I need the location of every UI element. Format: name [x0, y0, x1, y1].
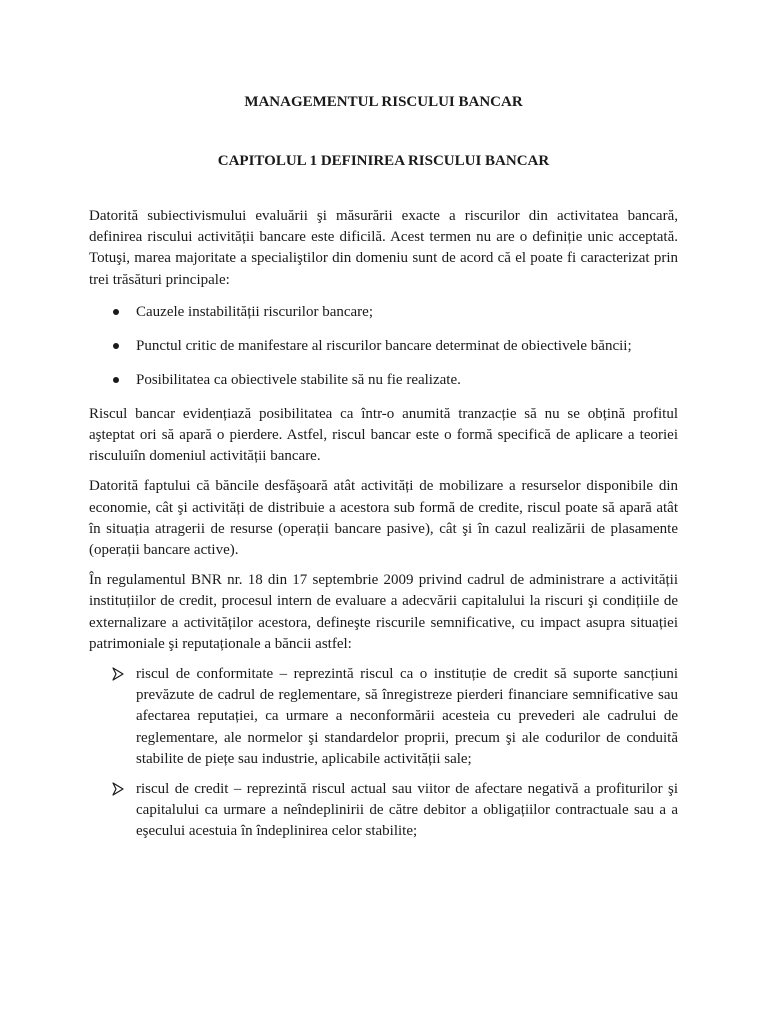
arrow-bullet-icon	[111, 782, 125, 796]
document-title: MANAGEMENTUL RISCULUI BANCAR	[244, 94, 523, 110]
body-paragraph: Datorită faptului că băncile desfăşoară atât activități de mobilizare a resurselor disponibile din economie, cât şi activități de distribuie a acestora sub formă de credite, riscul poate să apară atât în situația atragerii de resurse (operații bancare pasive), cât şi în cazul realizării de plasamente (operații bancare active).	[89, 478, 678, 559]
list-item	[89, 664, 678, 770]
list-item	[89, 336, 678, 357]
features-list	[89, 302, 678, 391]
feature-text: Punctul critic de manifestare al riscurilor bancare determinat de obiectivele băncii;	[136, 337, 632, 354]
bullet-dot-icon	[113, 377, 119, 383]
feature-text: Cauzele instabilității riscurilor bancare;	[136, 303, 373, 320]
intro-paragraph: Datorită subiectivismului evaluării şi măsurării exacte a riscurilor din activitatea bancară, definirea riscului activității bancare este dificilă. Acest termen nu are o definiție unic acceptată. Totuşi, marea majoritate a specialiştilor din domeniu sunt de acord că el poate fi caracterizat prin trei trăsături principale:	[89, 208, 678, 288]
risks-list	[89, 664, 678, 843]
chapter-heading: CAPITOLUL 1 DEFINIREA RISCULUI BANCAR	[217, 153, 550, 169]
list-item	[89, 302, 678, 323]
list-item	[89, 370, 678, 391]
arrow-bullet-icon	[111, 667, 125, 681]
bullet-dot-icon	[113, 309, 119, 315]
feature-text: Posibilitatea ca obiectivele stabilite să nu fie realizate.	[136, 371, 461, 388]
body-paragraph: Riscul bancar evidențiază posibilitatea ca într-o anumită tranzacție să nu se obțină profitul aşteptat ori să apară o pierdere. Astfel, riscul bancar este o formă specifică de aplicare a teoriei risculuiîn domeniul activității bancare.	[89, 405, 678, 465]
risk-text: riscul de conformitate – reprezintă riscul ca o instituție de credit să suporte sancțiuni prevăzute de cadrul de reglementare, să înregistreze pierderi financiare semnificative sau afectarea reputației, ca urmare a neconformării acesteia cu prevederi ale cadrului de reglementare, ale normelor şi standardelor proprii, precum şi ale codurilor de conduită stabilite de piețe sau industrie, aplicabile activității sale;	[136, 666, 678, 767]
list-item	[89, 779, 678, 843]
bullet-dot-icon	[113, 343, 119, 349]
risk-text: riscul de credit – reprezintă riscul actual sau viitor de afectare negativă a profiturilor şi capitalului ca urmare a neîndeplinirii de către debitor a obligațiilor contractuale sau a a eşecului acestuia în îndeplinirea celor stabilite;	[136, 781, 678, 840]
body-paragraph: În regulamentul BNR nr. 18 din 17 septembrie 2009 privind cadrul de administrare a activității instituțiilor de credit, procesul intern de evaluare a adecvării capitalului la riscuri şi condițiile de externalizare a activităților acestora, defineşte riscurile semnificative, cu impact asupra situației patrimoniale şi reputaționale a băncii astfel:	[89, 572, 678, 652]
